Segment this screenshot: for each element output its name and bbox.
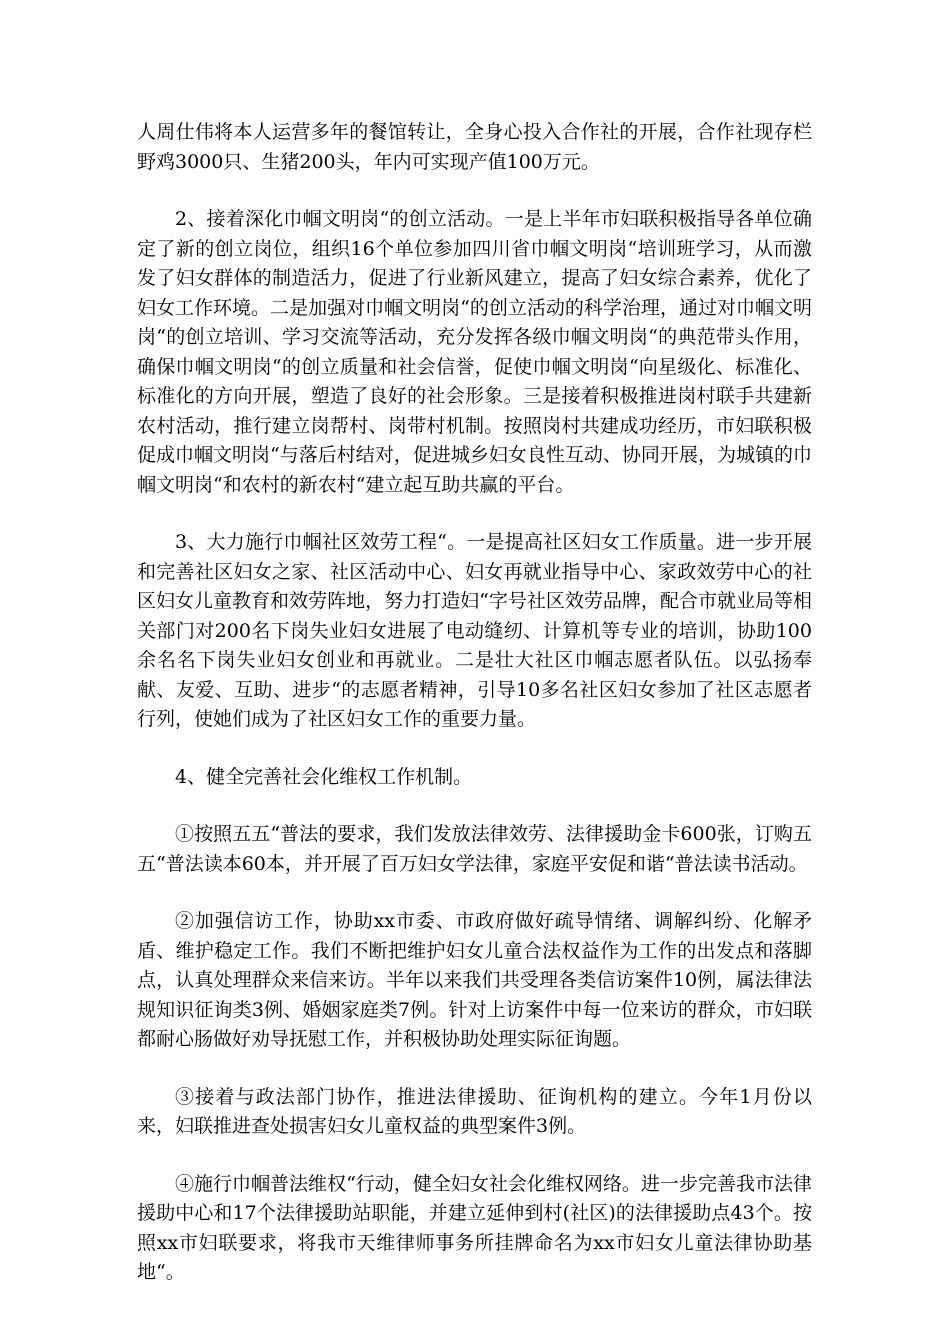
paragraph-item-1: ①按照五五“普法的要求，我们发放法律效劳、法律援助金卡600张，订购五五“普法读本60本，并开展了百万妇女学法律，家庭平安促和谐“普法读书活动。	[137, 823, 812, 875]
paragraph-item-3: ③接着与政法部门协作，推进法律援助、征询机构的建立。今年1月份以来，妇联推进查处损害妇女儿童权益的典型案件3例。	[137, 1085, 812, 1137]
paragraph-section-3: 3、大力施行巾帼社区效劳工程“。一是提高社区妇女工作质量。进一步开展和完善社区妇女之家、社区活动中心、妇女再就业指导中心、家政效劳中心的社区妇女儿童教育和效劳阵地，努力打造妇“字号社区效劳品牌，配合市就业局等相关部门对200名下岗失业妇女进展了电动缝纫、计算机等专业的培训，协助100余名名下岗失业妇女创业和再就业。二是壮大社区巾帼志愿者队伍。以弘扬奉献、友爱、互助、进步“的志愿者精神，引导10多名社区妇女参加了社区志愿者行列，使她们成为了社区妇女工作的重要力量。	[137, 531, 812, 730]
paragraph-section-2: 2、接着深化巾帼文明岗“的创立活动。一是上半年市妇联积极指导各单位确定了新的创立岗位，组织16个单位参加四川省巾帼文明岗“培训班学习，从而激发了妇女群体的制造活力，促进了行业新风建立，提高了妇女综合素养，优化了妇女工作环境。二是加强对巾帼文明岗“的创立活动的科学治理，通过对巾帼文明岗“的创立培训、学习交流等活动，充分发挥各级巾帼文明岗“的典范带头作用，确保巾帼文明岗“的创立质量和社会信誉，促使巾帼文明岗“向星级化、标准化、标准化的方向开展，塑造了良好的社会形象。三是接着积极推进岗村联手共建新农村活动，推行建立岗帮村、岗带村机制。按照岗村共建成功经历，市妇联积极促成巾帼文明岗“与落后村结对，促进城乡妇女良性互动、协同开展，为城镇的巾帼文明岗“和农村的新农村“建立起互助共赢的平台。	[137, 208, 812, 496]
paragraph-section-4-heading: 4、健全完善社会化维权工作机制。	[175, 765, 473, 788]
paragraph-item-2: ②加强信访工作，协助xx市委、市政府做好疏导情绪、调解纠纷、化解矛盾、维护稳定工作。我们不断把维护妇女儿童合法权益作为工作的出发点和落脚点，认真处理群众来信来访。半年以来我们共受理各类信访案件10例，属法律法规知识征询类3例、婚姻家庭类7例。针对上访案件中每一位来访的群众，市妇联都耐心肠做好劝导抚慰工作，并积极协助处理实际征询题。	[137, 910, 812, 1050]
paragraph-item-4: ④施行巾帼普法维权“行动，健全妇女社会化维权网络。进一步完善我市法律援助中心和17个法律援助站职能，并建立延伸到村(社区)的法律援助点43个。按照xx市妇联要求，将我市天维律师事务所挂牌命名为xx市妇女儿童法律协助基地“。	[137, 1172, 812, 1283]
document-body	[137, 118, 812, 1316]
paragraph-continuation: 人周仕伟将本人运营多年的餐馆转让，全身心投入合作社的开展，合作社现存栏野鸡3000只、生猪200头，年内可实现产值100万元。	[137, 121, 812, 173]
